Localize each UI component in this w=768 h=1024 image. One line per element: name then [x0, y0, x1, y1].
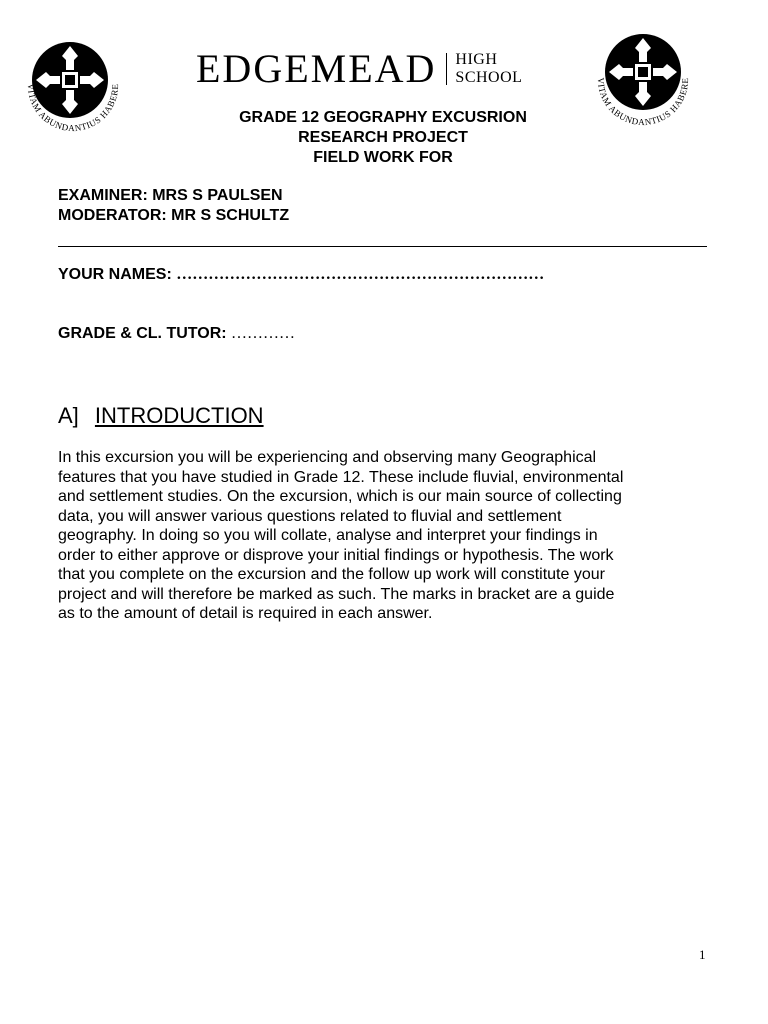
title-line: FIELD WORK FOR: [313, 149, 453, 166]
section-number: A]: [58, 403, 79, 428]
paragraph-line: project and will therefore be marked as such. The marks in bracket are a guide: [58, 585, 615, 603]
title-line: RESEARCH PROJECT: [298, 129, 468, 146]
paragraph-line: features that you have studied in Grade 12. These include fluvial, environmental: [58, 468, 624, 486]
names-field[interactable]: [58, 266, 544, 284]
school-name-main: EDGEMEAD: [196, 46, 437, 91]
paragraph-line: In this excursion you will be experiencing and observing many Geographical: [58, 449, 597, 466]
section-title: INTRODUCTION: [94, 403, 264, 428]
staff-block: [58, 186, 289, 226]
horizontal-divider: [58, 246, 707, 247]
names-fill-dots[interactable]: ……………………………………………………………: [176, 266, 545, 283]
page-number: 1: [699, 947, 706, 962]
svg-text:VITAM ABUNDANTIUS HABERE: VITAM ABUNDANTIUS HABERE: [595, 77, 691, 128]
paragraph-line: as to the amount of detail is required in each answer.: [58, 605, 433, 622]
paragraph-line: and settlement studies. On the excursion, which is our main source of collecting: [58, 488, 622, 505]
examiner-line: EXAMINER: MRS S PAULSEN: [58, 187, 283, 204]
title-line: GRADE 12 GEOGRAPHY EXCUSRION: [239, 109, 527, 126]
grade-tutor-fill-dots[interactable]: …………: [231, 325, 296, 342]
paragraph-line: order to either approve or disprove your initial findings or hypothesis. The work: [58, 546, 614, 564]
school-name: [196, 46, 522, 92]
project-title: [0, 108, 766, 168]
school-name-sub: HIGH SCHOOL: [455, 51, 523, 86]
paragraph-line: geography. In doing so you will collate, analyse and interpret your findings in: [58, 527, 598, 544]
paragraph-line: data, you will answer various questions related to fluvial and settlement: [58, 507, 562, 525]
paragraph-line: that you complete on the excursion and the follow up work will constitute your: [58, 566, 605, 583]
svg-text:VITAM ABUNDANTIUS HABERE: VITAM ABUNDANTIUS HABERE: [25, 83, 121, 134]
grade-tutor-field[interactable]: [58, 325, 295, 343]
moderator-line: MODERATOR: MR S SCHULTZ: [58, 207, 290, 224]
introduction-paragraph: [58, 448, 713, 624]
grade-tutor-label: GRADE & CL. TUTOR:: [58, 325, 227, 342]
school-name-divider: [446, 53, 447, 85]
names-label: YOUR NAMES:: [58, 266, 172, 283]
section-a-heading: [58, 403, 264, 429]
